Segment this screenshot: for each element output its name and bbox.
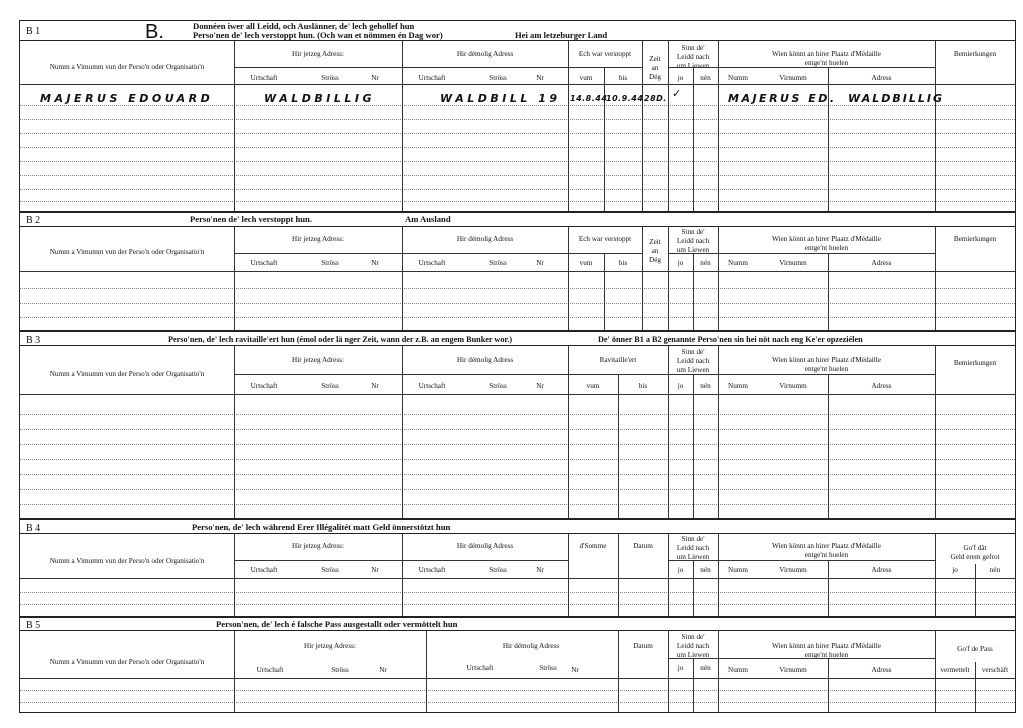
b4-col-medal1: Wien könnt an hirer Plaatz d'Médaille <box>772 542 881 550</box>
b1-sub-nr: Nr <box>371 74 379 82</box>
section-b5 <box>19 617 1016 713</box>
b2-col-time2: an <box>651 247 659 255</box>
b1-col-medal2: entge'nt huelen <box>804 59 849 67</box>
b1-col-time1: Zeit <box>649 55 661 63</box>
b3-sub-virnumm: Virnumm <box>779 382 807 390</box>
b2-sub-virnumm: Virnumm <box>779 259 807 267</box>
b2-col-medal1: Wien könnt an hirer Plaatz d'Médaille <box>772 235 881 243</box>
b1-entry-from: 14.8.44 <box>570 94 608 103</box>
section-b3 <box>19 331 1016 519</box>
b1-sub-place-former: Urtschaft <box>418 74 446 82</box>
b1-sub-place: Urtschaft <box>250 74 278 82</box>
b4-col-money2: Geld erem gefrot <box>950 553 1000 561</box>
b3-sub-yes: jo <box>677 382 684 390</box>
b4-sub-place: Urtschaft <box>250 566 278 574</box>
b1-col-time2: an <box>651 64 659 72</box>
b1-col-life1: Sinn de' <box>681 44 705 52</box>
b3-col-name: Numm a Vimumm vun der Perso'n oder Organisatio'n <box>49 370 205 378</box>
b4-col-sum: d'Somme <box>579 542 607 550</box>
b1-sub-virnumm: Virnumm <box>779 74 807 82</box>
b4-col-medal2: entge'nt huelen <box>804 551 849 559</box>
b1-sub-to: bis <box>618 74 628 82</box>
b4-sub-nr-former: Nr <box>536 566 544 574</box>
b4-sub-nr: Nr <box>371 566 379 574</box>
b2-col-current: Hir jetzeg Adress: <box>292 235 344 243</box>
b2-sub-nr: Nr <box>371 259 379 267</box>
b1-entry-name: MAJERUS EDOUARD <box>40 92 214 105</box>
b2-sub-numm: Numm <box>728 259 748 267</box>
b2-sub-place-former: Urtschaft <box>418 259 446 267</box>
b4-label: B 4 <box>26 523 41 534</box>
b5-col-medal1: Wien könnt an hirer Plaatz d'Médaille <box>772 642 881 650</box>
b5-sub-no: nén <box>700 664 711 672</box>
b1-entry-days: 28D. <box>644 94 667 103</box>
b2-col-former: Hir démolig Adress <box>456 235 514 243</box>
b5-sub-yes: jo <box>677 664 684 672</box>
b4-sub-money-no: nén <box>989 566 1001 574</box>
b5-sub-adress: Adress <box>871 666 892 674</box>
b2-label: B 2 <box>26 215 41 226</box>
b1-col-former: Hir démolig Adress <box>456 50 514 58</box>
b2-col-time3: Dég <box>649 256 661 264</box>
b2-sub-to: bis <box>618 259 628 267</box>
b1-col-remarks: Bemierkungen <box>953 50 997 58</box>
b1-title-line1: Donnéen iwer all Leidd, och Auslänner, de' lech gehollef hun <box>193 21 415 31</box>
b1-title-row <box>20 21 1015 41</box>
b3-col-current: Hir jetzeg Adress: <box>292 356 344 364</box>
b1-sub-street-former: Ströss <box>489 74 507 82</box>
section-b4 <box>19 519 1016 617</box>
b1-sub-adress: Adress <box>871 74 892 82</box>
b1-big-letter: B. <box>145 21 164 43</box>
b1-entry-medal-address: WALDBILLIG <box>848 92 945 105</box>
b1-col-medal1: Wien könnt an hirer Plaatz d'Médaille <box>772 50 881 58</box>
b4-col-money1: Go'f dät <box>963 544 987 552</box>
b3-title: Perso'nen, de' lech ravitaille'ert hun (émol oder lä nger Zeit, wann der z.B. an engem Bunker wor.) <box>168 335 513 344</box>
b4-sub-virnumm: Virnumm <box>779 566 807 574</box>
b2-sub-nr-former: Nr <box>536 259 544 267</box>
b5-col-current: Hir jetzeg Adress: <box>304 642 356 650</box>
b4-sub-numm: Numm <box>728 566 748 574</box>
b5-sub-numm: Numm <box>728 666 748 674</box>
b4-sub-yes: jo <box>677 566 684 574</box>
b5-col-former: Hir démolig Adress <box>502 642 560 650</box>
b3-sub-adress: Adress <box>871 382 892 390</box>
b4-col-life2: Leidd nach <box>676 544 710 552</box>
b5-sub-nr-former: Nr <box>571 666 579 674</box>
b4-col-former: Hir démolig Adress <box>456 542 514 550</box>
b5-title-row <box>20 618 1015 631</box>
b4-col-date: Datum <box>633 542 653 550</box>
b1-entry-medal-name: MAJERUS ED. <box>728 92 837 105</box>
b3-sub-nr: Nr <box>371 382 379 390</box>
b4-col-current: Hir jetzeg Adress: <box>292 542 344 550</box>
b1-sub-from: vum <box>579 74 593 82</box>
b4-sub-place-former: Urtschaft <box>418 566 446 574</box>
b3-sub-place-former: Urtschaft <box>418 382 446 390</box>
b3-col-remarks: Bemierkungen <box>953 359 997 367</box>
b1-title-extra: Hei am letzeburger Land <box>515 30 608 40</box>
b3-col-medal2: entge'nt huelen <box>804 365 849 373</box>
b5-col-pass: Go'f de Pass <box>957 645 993 653</box>
b4-title: Perso'nen, de' lech während Erer Illégalitét matt Geld önnerstötzt hun <box>192 522 451 532</box>
section-b1 <box>19 20 1016 212</box>
b4-sub-adress: Adress <box>871 566 892 574</box>
b5-sub-place-former: Urtschaft <box>466 664 494 672</box>
b4-col-name: Numm a Vimumm vun der Perso'n oder Organisatio'n <box>49 557 205 565</box>
b5-sub-issued: vermettelt <box>940 666 970 674</box>
b1-sub-nr-former: Nr <box>536 74 544 82</box>
b3-title-extra: De' önner B1 a B2 genannte Perso'nen sin hei nöt nach eng Ke'er opzeziélen <box>598 335 863 344</box>
b5-sub-street-former: Ströss <box>539 664 557 672</box>
b5-col-medal2: entge'nt huelen <box>804 651 849 659</box>
b4-col-life3: um Liewen <box>676 553 710 561</box>
b1-entry-former-address: WALDBILL 19 <box>440 92 561 105</box>
b2-col-hidden: Ech war verstoppt <box>578 235 632 243</box>
b4-col-life1: Sinn de' <box>681 535 705 543</box>
b4-sub-street-former: Ströss <box>489 566 507 574</box>
b2-sub-place: Urtschaft <box>250 259 278 267</box>
b5-col-date: Datum <box>633 642 653 650</box>
b4-title-row <box>20 520 1015 534</box>
b2-col-life2: Leidd nach <box>676 237 710 245</box>
b5-label: B 5 <box>26 620 41 631</box>
b1-sub-numm: Numm <box>728 74 748 82</box>
b4-sub-street: Ströss <box>321 566 339 574</box>
b3-sub-no: nén <box>700 382 711 390</box>
b2-sub-street-former: Ströss <box>489 259 507 267</box>
b1-title-line2: Perso'nen de' lech verstoppt hun. (Och wan et nömmen én Dag wor) <box>193 30 443 40</box>
b3-label: B 3 <box>26 335 41 346</box>
b3-col-medal1: Wien könnt an hirer Plaatz d'Médaille <box>772 356 881 364</box>
b5-sub-street: Ströss <box>331 666 349 674</box>
b3-col-life1: Sinn de' <box>681 348 705 356</box>
b2-col-life3: um Liewen <box>676 246 710 254</box>
b5-col-life2: Leidd nach <box>676 642 710 650</box>
b2-sub-no: nén <box>700 259 711 267</box>
b1-label: B 1 <box>26 26 41 37</box>
b2-col-name: Numm a Vimumm vun der Perso'n oder Organisatio'n <box>49 248 205 256</box>
b5-sub-nr: Nr <box>379 666 387 674</box>
b3-sub-nr-former: Nr <box>536 382 544 390</box>
b3-title-row <box>20 332 1015 346</box>
b5-sub-virnumm: Virnumm <box>779 666 807 674</box>
b2-col-remarks: Bemierkungen <box>953 235 997 243</box>
b2-title: Perso'nen de' lech verstoppt hun. <box>190 214 312 224</box>
b2-sub-street: Ströss <box>321 259 339 267</box>
b1-col-time3: Dég <box>649 73 661 81</box>
b1-entry-current-address: WALDBILLIG <box>264 92 376 105</box>
b1-sub-yes: jo <box>677 74 684 82</box>
b3-sub-numm: Numm <box>728 382 748 390</box>
b1-entry-to: 10.9.44 <box>606 94 644 103</box>
b1-col-current: Hir jetzeg Adress: <box>292 50 344 58</box>
b3-sub-to: bis <box>638 382 648 390</box>
b2-sub-yes: jo <box>677 259 684 267</box>
b1-col-life2: Leidd nach <box>676 53 710 61</box>
b3-col-life2: Leidd nach <box>676 357 710 365</box>
b2-title-extra: Am Ausland <box>405 214 451 224</box>
b1-col-name: Numm a Vimumm vun der Perso'n oder Organisatio'n <box>49 63 205 71</box>
b3-col-life3: um Liewen <box>676 366 710 374</box>
b1-sub-street: Ströss <box>321 74 339 82</box>
b4-sub-money-yes: jo <box>952 566 958 574</box>
b3-col-ravit: Ravitaille'ert <box>599 356 637 364</box>
b3-sub-street-former: Ströss <box>489 382 507 390</box>
b3-sub-from: vum <box>586 382 600 390</box>
b1-col-hidden: Ech war verstoppt <box>578 50 632 58</box>
b5-col-life1: Sinn de' <box>681 633 705 641</box>
b5-col-name: Numm a Vimumm vun der Perso'n oder Organisatio'n <box>49 658 205 666</box>
b2-col-life1: Sinn de' <box>681 228 705 236</box>
b1-sub-no: nén <box>700 74 711 82</box>
b3-sub-place: Urtschaft <box>250 382 278 390</box>
b4-sub-no: nén <box>700 566 711 574</box>
b2-title-row <box>20 213 1015 227</box>
b2-col-medal2: entge'nt huelen <box>804 244 849 252</box>
b5-sub-made: verschäft <box>981 666 1009 674</box>
b1-entry-check-mark: ✓ <box>672 87 682 100</box>
b3-col-former: Hir démolig Adress <box>456 356 514 364</box>
b3-sub-street: Ströss <box>321 382 339 390</box>
b2-col-time1: Zeit <box>649 238 661 246</box>
section-b2 <box>19 212 1016 331</box>
b2-sub-from: vum <box>579 259 593 267</box>
b5-sub-place: Urtschaft <box>256 666 284 674</box>
b5-col-life3: um Liewen <box>676 651 710 659</box>
b2-sub-adress: Adress <box>871 259 892 267</box>
b5-title: Person'nen, de' lech é falsche Pass ausgestallt oder vermöttelt hun <box>216 619 458 629</box>
b1-col-life3: um Liewen <box>676 62 710 70</box>
